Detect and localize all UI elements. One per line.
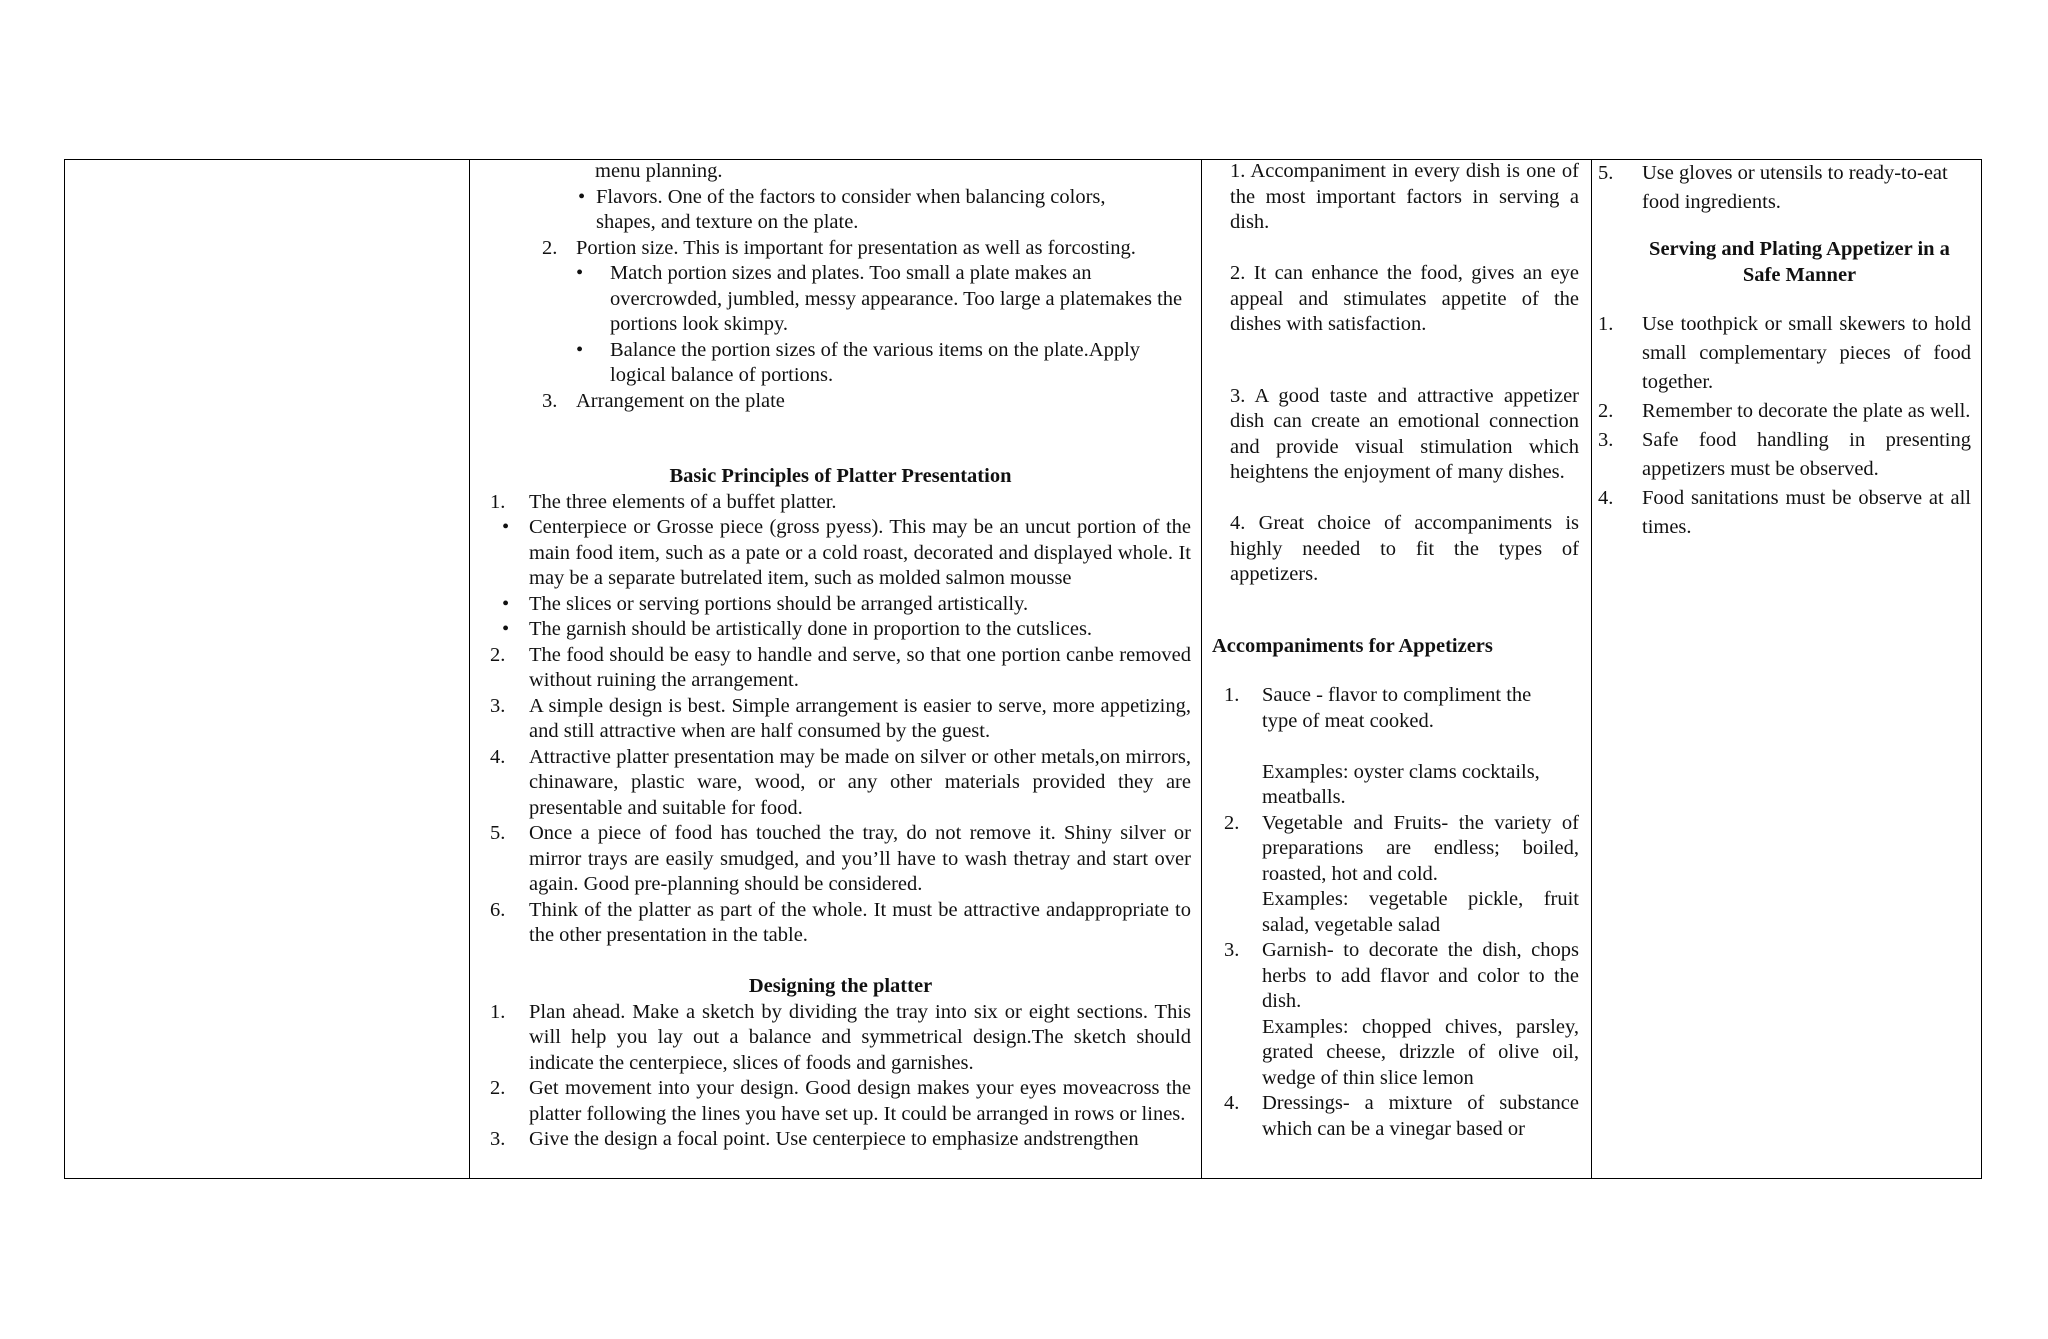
bullet: • bbox=[578, 185, 586, 208]
paragraph: 2. It can enhance the food, gives an eye appeal and stimulates appetite of the dishes with satisfaction. bbox=[1230, 262, 1579, 335]
paragraph: 4. Great choice of accompaniments is highly needed to fit the types of appetizers. bbox=[1230, 512, 1579, 585]
list-number: 2. bbox=[1598, 400, 1614, 422]
list-item bbox=[490, 490, 1191, 516]
list-item-text: Centerpiece or Grosse piece (gross pyess). This may be an uncut portion of the main food item, such as a pate or a cold roast, decorated and displayed whole. It may be a separate butrelated item, such as molded salmon mousse bbox=[529, 516, 1191, 589]
list-item-text: Once a piece of food has touched the tray, do not remove it. Shiny silver or mirror trays are easily smudged, and you’ll have to wash thetray and start over again. Good pre-planning should be considered. bbox=[529, 822, 1191, 895]
list-item-text: Get movement into your design. Good design makes your eyes moveacross the platter following the lines you have set up. It could be arranged in rows or lines. bbox=[529, 1077, 1191, 1125]
list-number: 3. bbox=[1224, 939, 1240, 961]
bullet: • bbox=[502, 516, 510, 538]
list-number: 6. bbox=[490, 898, 506, 921]
list-item-text: The three elements of a buffet platter. bbox=[529, 490, 837, 513]
paragraph: 3. A good taste and attractive appetizer dish can create an emotional connection and provide visual stimulation which heightens the enjoyment of many dishes. bbox=[1230, 384, 1579, 483]
list-number: 5. bbox=[490, 822, 506, 844]
examples-text: Examples: chopped chives, parsley, grated cheese, drizzle of olive oil, wedge of thin slice lemon bbox=[1262, 1015, 1579, 1089]
list-item bbox=[490, 236, 1191, 262]
list-item bbox=[490, 1076, 1191, 1127]
list-item bbox=[490, 185, 1191, 236]
list-item-text: Match portion sizes and plates. Too small a plate makes an overcrowded, jumbled, messy appearance. Too large a platemakes the portions look skimpy. bbox=[610, 262, 1183, 335]
list-item-text: A simple design is best. Simple arrangement is easier to serve, more appetizing, and still attractive when are half consumed by the guest. bbox=[529, 694, 1191, 742]
examples-text: Examples: oyster clams cocktails, meatballs. bbox=[1262, 760, 1540, 808]
list-item-text: Give the design a focal point. Use centerpiece to emphasize andstrengthen bbox=[529, 1128, 1139, 1150]
list-number: 2. bbox=[490, 643, 506, 666]
list-number: 4. bbox=[490, 745, 506, 768]
empty-column bbox=[65, 160, 470, 1178]
list-item bbox=[490, 592, 1191, 618]
list-number: 2. bbox=[1224, 811, 1240, 834]
list-item bbox=[1212, 938, 1579, 1015]
list-number: 2. bbox=[542, 236, 558, 259]
list-item bbox=[490, 515, 1191, 592]
list-item bbox=[1598, 397, 1971, 426]
list-item-text: Plan ahead. Make a sketch by dividing the tray into six or eight sections. This will help you lay out a balance and symmetrical design.The sketch should indicate the centerpiece, slices of foods and garnishes. bbox=[529, 1000, 1191, 1074]
list-number: 3. bbox=[490, 694, 506, 717]
section-heading: Basic Principles of Platter Presentation bbox=[669, 465, 1012, 487]
list-number: 4. bbox=[1224, 1092, 1240, 1114]
list-number: 1. bbox=[1224, 684, 1240, 706]
list-item bbox=[1598, 426, 1971, 484]
list-item-text: Vegetable and Fruits- the variety of preparations are endless; boiled, roasted, hot and cold. bbox=[1262, 811, 1579, 885]
list-item bbox=[1212, 1091, 1579, 1142]
bullet: • bbox=[576, 338, 584, 361]
bullet: • bbox=[576, 262, 584, 284]
list-item bbox=[490, 389, 1191, 415]
list-item-text: Use gloves or utensils to ready-to-eat food ingredients. bbox=[1642, 162, 1948, 213]
content-table bbox=[64, 159, 1982, 1179]
bullet: • bbox=[502, 592, 510, 615]
list-item bbox=[490, 821, 1191, 898]
list-number: 1. bbox=[1598, 313, 1614, 335]
list-item bbox=[490, 1000, 1191, 1077]
list-item-text: The slices or serving portions should be arranged artistically. bbox=[529, 592, 1029, 615]
list-item-text: Attractive platter presentation may be made on silver or other metals,on mirrors, chinaware, plastic ware, wood, or any other materials provided they are presentable and suitable for food. bbox=[529, 745, 1191, 819]
examples-text: Examples: vegetable pickle, fruit salad, vegetable salad bbox=[1262, 888, 1579, 936]
list-item bbox=[1598, 484, 1971, 542]
list-item bbox=[1598, 160, 1971, 217]
list-item-text: Food sanitations must be observe at all times. bbox=[1642, 487, 1971, 538]
list-item-text: Portion size. This is important for presentation as well as forcosting. bbox=[576, 236, 1136, 259]
list-number: 3. bbox=[490, 1128, 506, 1150]
list-item bbox=[490, 261, 1191, 338]
list-item bbox=[490, 1127, 1191, 1153]
list-item-text: Think of the platter as part of the whole. It must be attractive andappropriate to the other presentation in the table. bbox=[529, 898, 1191, 946]
list-number: 3. bbox=[542, 389, 558, 412]
list-number: 2. bbox=[490, 1077, 506, 1099]
list-item bbox=[490, 694, 1191, 745]
section-heading: Serving and Plating Appetizer in a Safe Manner bbox=[1649, 238, 1950, 286]
list-item bbox=[490, 898, 1191, 949]
list-item bbox=[490, 745, 1191, 822]
safe-serving-column bbox=[1592, 160, 1981, 1178]
list-item-text: Flavors. One of the factors to consider when balancing colors, shapes, and texture on the plate. bbox=[596, 185, 1106, 233]
list-item bbox=[490, 338, 1191, 389]
list-item-text: Use toothpick or small skewers to hold small complementary pieces of food together. bbox=[1642, 313, 1971, 393]
accompaniments-column bbox=[1202, 160, 1592, 1178]
list-item bbox=[490, 617, 1191, 643]
bullet: • bbox=[502, 618, 510, 640]
list-item-text: Dressings- a mixture of substance which can be a vinegar based or bbox=[1262, 1092, 1579, 1140]
list-number: 4. bbox=[1598, 487, 1614, 509]
section-heading: Accompaniments for Appetizers bbox=[1212, 634, 1493, 657]
list-item-text: The food should be easy to handle and serve, so that one portion canbe removed without ruining the arrangement. bbox=[529, 643, 1191, 691]
list-item-text: Remember to decorate the plate as well. bbox=[1642, 400, 1971, 422]
list-item bbox=[1598, 310, 1971, 397]
list-number: 1. bbox=[490, 490, 506, 513]
menu-planning-text: menu planning. bbox=[595, 160, 723, 182]
list-item-text: The garnish should be artistically done in proportion to the cutslices. bbox=[529, 618, 1093, 640]
list-item bbox=[1212, 811, 1579, 888]
list-item bbox=[1212, 683, 1579, 734]
list-number: 3. bbox=[1598, 429, 1614, 451]
platter-presentation-column bbox=[470, 160, 1202, 1178]
paragraph: 1. Accompaniment in every dish is one of the most important factors in serving a dish. bbox=[1230, 160, 1579, 233]
list-number: 1. bbox=[490, 1000, 506, 1023]
list-item bbox=[490, 643, 1191, 694]
list-number: 5. bbox=[1598, 162, 1614, 184]
list-item-text: Balance the portion sizes of the various items on the plate.Apply logical balance of portions. bbox=[610, 338, 1141, 386]
list-item-text: Sauce - flavor to compliment the type of meat cooked. bbox=[1262, 684, 1532, 732]
list-item-text: Arrangement on the plate bbox=[576, 389, 785, 412]
section-heading: Designing the platter bbox=[748, 975, 933, 997]
list-item-text: Garnish- to decorate the dish, chops herbs to add flavor and color to the dish. bbox=[1262, 939, 1579, 1012]
list-item-text: Safe food handling in presenting appetizers must be observed. bbox=[1642, 429, 1971, 480]
